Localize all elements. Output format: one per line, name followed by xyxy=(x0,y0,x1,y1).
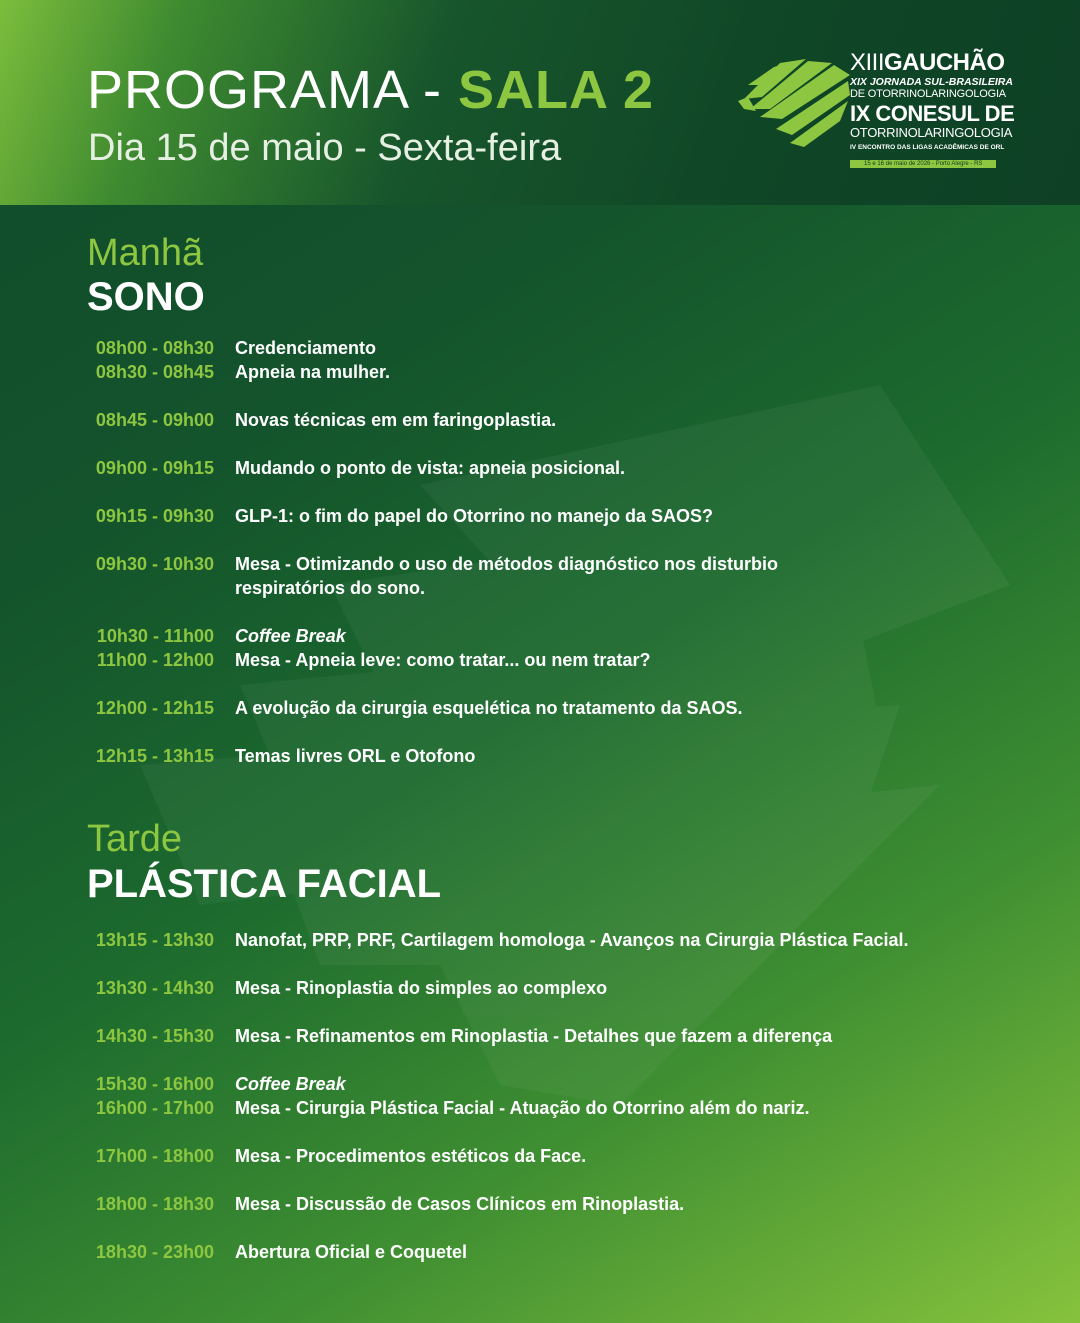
schedule-time: 18h30 - 23h00 xyxy=(95,1242,214,1262)
morning-section-title: SONO xyxy=(87,275,205,319)
schedule-description-line2: respiratórios do sono. xyxy=(235,578,426,598)
schedule-time: 10h30 - 11h00 xyxy=(96,626,214,646)
schedule-time: 13h15 - 13h30 xyxy=(95,930,214,950)
schedule-description: Coffee Break xyxy=(235,1074,346,1094)
schedule-description: Credenciamento xyxy=(235,338,377,358)
schedule-description: Nanofat, PRP, PRF, Cartilagem homologa - Avanços na Cirurgia Plástica Facial. xyxy=(235,930,909,950)
afternoon-period-label: Tarde xyxy=(87,818,183,860)
schedule-description: Mesa - Rinoplastia do simples ao complexo xyxy=(235,978,608,998)
logo-line-otorrino-2: OTORRINOLARINGOLOGIA xyxy=(850,125,1013,140)
schedule-time: 09h00 - 09h15 xyxy=(95,458,214,478)
schedule-time: 16h00 - 17h00 xyxy=(95,1098,214,1118)
schedule-description: Mesa - Apneia leve: como tratar... ou nem tratar? xyxy=(235,650,651,670)
schedule-description: Mesa - Procedimentos estéticos da Face. xyxy=(235,1146,587,1166)
morning-period-label: Manhã xyxy=(87,232,204,274)
schedule-time: 13h30 - 14h30 xyxy=(95,978,214,998)
title-room: SALA 2 xyxy=(458,60,655,120)
logo-line-jornada: XIX JORNADA SUL-BRASILEIRA xyxy=(850,76,1013,88)
schedule-time: 12h00 - 12h15 xyxy=(95,698,214,718)
schedule-time: 09h15 - 09h30 xyxy=(95,506,214,526)
schedule-description: Mudando o ponto de vista: apneia posicional. xyxy=(235,458,626,478)
schedule-description: Apneia na mulher. xyxy=(235,362,391,382)
schedule-description: Mesa - Cirurgia Plástica Facial - Atuação do Otorrino além do nariz. xyxy=(235,1098,810,1118)
logo-line-ligas: IV ENCONTRO DAS LIGAS ACADÊMICAS DE ORL xyxy=(850,144,1005,151)
page-title xyxy=(87,60,654,120)
schedule-time: 08h45 - 09h00 xyxy=(95,410,214,430)
schedule-time: 11h00 - 12h00 xyxy=(96,650,214,670)
title-prefix: PROGRAMA - xyxy=(87,60,459,120)
schedule-description: Novas técnicas em em faringoplastia. xyxy=(235,410,557,430)
schedule-description: A evolução da cirurgia esquelética no tratamento da SAOS. xyxy=(235,698,743,718)
logo-text xyxy=(850,50,1020,170)
schedule-time: 09h30 - 10h30 xyxy=(95,554,214,574)
afternoon-section-title: PLÁSTICA FACIAL xyxy=(87,862,442,906)
schedule-time: 08h00 - 08h30 xyxy=(95,338,214,358)
schedule-description: Mesa - Discussão de Casos Clínicos em Rinoplastia. xyxy=(235,1194,685,1214)
schedule-description-line1: Mesa - Otimizando o uso de métodos diagnóstico nos disturbio xyxy=(235,554,779,574)
schedule-time: 15h30 - 16h00 xyxy=(95,1074,214,1094)
schedule-time: 08h30 - 08h45 xyxy=(95,362,214,382)
logo-line-otorrino: DE OTORRINOLARINGOLOGIA xyxy=(850,88,1006,100)
logo-edition: XIII xyxy=(850,49,885,76)
page-subtitle: Dia 15 de maio - Sexta-feira xyxy=(88,127,562,169)
rio-grande-do-sul-map-icon xyxy=(736,55,851,155)
event-logo xyxy=(736,50,1026,175)
schedule-time: 14h30 - 15h30 xyxy=(95,1026,214,1046)
schedule-description: Temas livres ORL e Otofono xyxy=(235,746,476,766)
logo-event-name: GAUCHÃO xyxy=(884,49,1005,76)
schedule-description: Coffee Break xyxy=(235,626,346,646)
schedule-description: Mesa - Refinamentos em Rinoplastia - Detalhes que fazem a diferença xyxy=(235,1026,833,1046)
schedule-time: 18h00 - 18h30 xyxy=(95,1194,214,1214)
logo-line-conesul: IX CONESUL DE xyxy=(850,101,1015,126)
schedule-description: GLP-1: o fim do papel do Otorrino no manejo da SAOS? xyxy=(235,506,714,526)
logo-date-bar: 15 e 16 de maio de 2026 - Porto Alegre - RS xyxy=(850,160,996,168)
schedule-description: Abertura Oficial e Coquetel xyxy=(235,1242,468,1262)
schedule-time: 17h00 - 18h00 xyxy=(95,1146,214,1166)
schedule-time: 12h15 - 13h15 xyxy=(95,746,214,766)
schedule-description xyxy=(235,552,1055,600)
